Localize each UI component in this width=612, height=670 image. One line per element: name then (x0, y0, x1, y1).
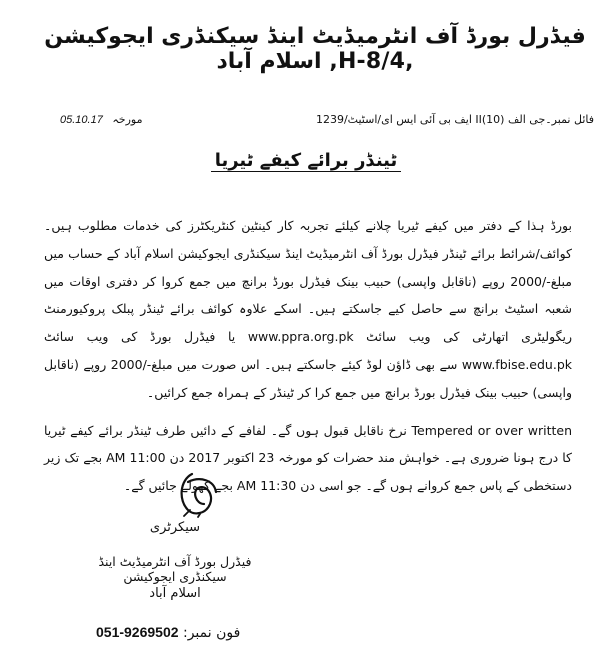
letterhead-title: فیڈرل بورڈ آف انٹرمیڈیٹ اینڈ سیکنڈری ایجوکیشن ,H-8/4, اسلام آباد (44, 24, 586, 74)
date-label: مورخہ (112, 113, 143, 126)
body-paragraph-1: بورڈ ہذا کے دفتر میں کیفے ٹیریا چلانے کیلئے تجربہ کار کینٹین کنٹریکٹرز کی خدمات مطلوب ہیں۔ کوائف/شرائط برائے ٹینڈر فیڈرل بورڈ آف انٹرمیڈیٹ اینڈ سیکنڈری ایجوکیشن اسلام آباد کے حساب میں مبلغ-/2000 روپے (ناقابل واپسی) حبیب بینک فیڈرل بورڈ برانچ میں جمع کروا کر دفتری اوقات میں شعبہ اسٹیٹ برانچ سے حاصل کیے جاسکتے ہیں۔ اسکے علاوہ کوائف برائے ٹینڈر پبلک پروکیورمنٹ ریگولیٹری اتھارٹی کی ویب سائٹ www.ppra.org.pk یا فیڈرل بورڈ کی ویب سائٹ www.fbise.edu.pk سے بھی ڈاؤن لوڈ کیئے جاسکتے ہیں۔ اس صورت میں مبلغ-/2000 روپے (ناقابل واپسی) حبیب بینک فیڈرل بورڈ برانچ میں جمع کرا کر ٹینڈر کے ہمراہ جمع کرائیں۔ (44, 218, 572, 400)
signatory-city: اسلام آباد (149, 586, 201, 601)
subject-heading (0, 150, 612, 171)
notice-body (44, 212, 572, 500)
signatory-organization: فیڈرل بورڈ آف انٹرمیڈیٹ اینڈ سیکنڈری ایجوکیشن (98, 554, 252, 584)
file-number: فائل نمبر۔جی الف II(10) ایف بی آئی ایس ای/اسٹیٹ/1239 (315, 113, 594, 126)
phone-line (96, 624, 240, 641)
signatory-title: سیکرٹری (149, 520, 201, 535)
date-value: 05.10.17 (60, 114, 103, 126)
body-paragraph-2: Tempered or over written نرخ ناقابل قبول ہوں گے۔ لفافے کے دائیں طرف ٹینڈر برائے کیفے ٹیریا کا درج ہونا ضروری ہے۔ خواہش مند حضرات کو مورخہ 23 اکتوبر 2017 دن 11:00 AM بجے تک زیر دستخطی کے پاس جمع کروانے ہوں گے۔ جو اسی دن 11:30 AM بجے کھولے جائیں گے۔ (44, 422, 572, 494)
subject-text: ٹینڈر برائے کیفے ٹیریا (211, 150, 402, 172)
phone-label: فون نمبر: (182, 625, 241, 641)
date-line (60, 113, 142, 126)
phone-number: 051-9269502 (96, 624, 179, 640)
handwritten-signature (170, 470, 230, 518)
